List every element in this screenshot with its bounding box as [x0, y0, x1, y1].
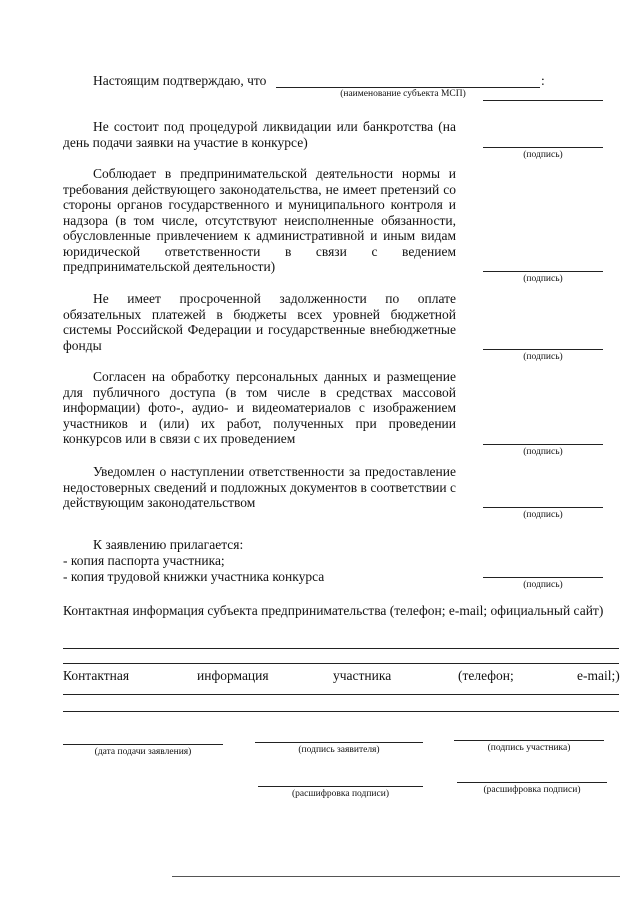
signature-line-1[interactable] — [483, 147, 603, 148]
item-personal-data-consent: Согласен на обработку персональных данных и размещение для публичного доступа (в том числе в средствах массовой информации) фото-, аудио- и видеоматериалов с изображением участников и (или) их работ, полученных при проведении конкурсов или в связи с их проведением — [63, 369, 456, 446]
signature-line-top[interactable] — [483, 100, 603, 101]
signature-line-4[interactable] — [483, 444, 603, 445]
participant-signature-caption: (подпись участника) — [487, 743, 571, 753]
contact-subject-line-2[interactable] — [63, 663, 619, 664]
item-no-liquidation: Не состоит под процедурой ликвидации или банкротства (на день подачи заявки на участие в конкурсе) — [63, 119, 456, 150]
signature-line-3[interactable] — [483, 349, 603, 350]
subject-name-field[interactable] — [276, 87, 540, 88]
participant-signature-line[interactable] — [454, 740, 604, 741]
signature-caption-6: (подпись) — [523, 580, 563, 590]
contact-subject-line-1[interactable] — [63, 648, 619, 649]
attachments-title: К заявлению прилагается: — [93, 537, 244, 552]
signature-caption-3: (подпись) — [523, 352, 563, 362]
contact-participant-line-1[interactable] — [63, 694, 619, 695]
signature-caption-4: (подпись) — [523, 447, 563, 457]
item-responsibility-notice: Уведомлен о наступлении ответственности за предоставление недостоверных сведений и подложных документов в соответствии с действующим законодательством — [63, 464, 456, 510]
item-compliance: Соблюдает в предпринимательской деятельности нормы и требования действующего законодательства, не имеет претензий со стороны органов государственного и муниципального контроля и надзора (в том числе, отсутствуют неисполненные обязанности, обусловленные привлечением к административной и иным видам юридической ответственности в связи с ведением предпринимательской деятельности) — [63, 166, 456, 274]
signature-line-2[interactable] — [483, 271, 603, 272]
contact-participant-line-2[interactable] — [63, 711, 619, 712]
signature-line-5[interactable] — [483, 507, 603, 508]
attachment-work-book: - копия трудовой книжки участника конкурса — [63, 569, 325, 584]
attachment-passport: - копия паспорта участника; — [63, 553, 225, 568]
applicant-decode-caption: (расшифровка подписи) — [292, 789, 389, 799]
contact-info-subject-label: Контактная информация субъекта предпринимательства (телефон; e-mail; официальный сайт) — [63, 603, 604, 618]
date-line[interactable] — [63, 744, 223, 745]
signature-line-6[interactable] — [483, 577, 603, 578]
participant-decode-caption: (расшифровка подписи) — [483, 785, 581, 795]
date-caption: (дата подачи заявления) — [94, 747, 192, 757]
contact-info-participant-label: Контактная информация участника (телефон; e-mail;) — [63, 668, 620, 683]
signature-caption-5: (подпись) — [523, 510, 563, 520]
applicant-signature-caption: (подпись заявителя) — [298, 745, 380, 755]
colon: : — [541, 73, 545, 88]
signature-caption-2: (подпись) — [523, 274, 563, 284]
signature-caption-1: (подпись) — [523, 150, 563, 160]
item-no-debt: Не имеет просроченной задолженности по оплате обязательных платежей в бюджеты всех уровней бюджетной системы Российской Федерации и государственные внебюджетные фонды — [63, 291, 456, 353]
confirm-label: Настоящим подтверждаю, что — [93, 73, 267, 88]
participant-decode-line[interactable] — [457, 782, 607, 783]
applicant-decode-line[interactable] — [258, 786, 423, 787]
applicant-signature-line[interactable] — [255, 742, 423, 743]
bottom-rule — [172, 876, 620, 877]
subject-name-caption: (наименование субъекта МСП) — [340, 89, 466, 99]
